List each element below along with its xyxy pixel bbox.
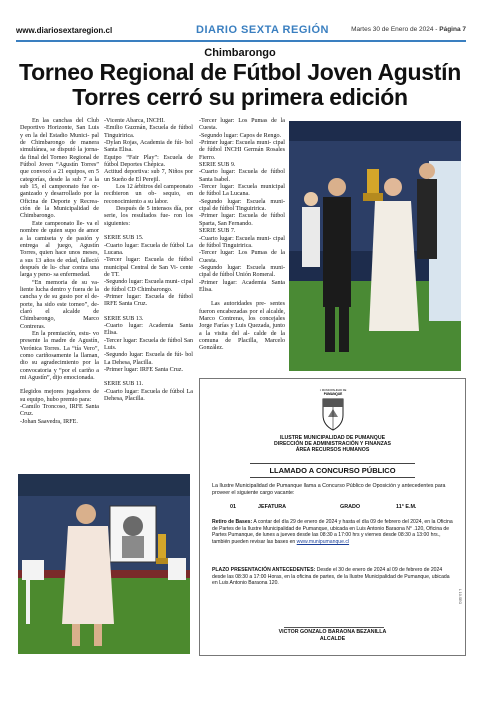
series-heading: SERIE SUB 11. bbox=[104, 381, 144, 388]
paragraph: “En memoria de su va- liente lucha dentro y fuera de la cancha y de su gusto por el de- porte, ha sido este torneo”, de- claró el alcalde de Chimbarongo, Marco Contreras. bbox=[20, 279, 99, 330]
article-kicker: Chimbarongo bbox=[204, 47, 276, 59]
list-item: -Segundo lugar: Escuela de fút- bol La Dehesa, Placilla. bbox=[104, 352, 193, 366]
paragraph-gap bbox=[104, 374, 193, 381]
paragraph: Las autoridades pre- sentes fueron encabezadas por el alcalde, Marco Contreras, los concejales Jorge Farías y Luis Quezada, junto a la visita del al- calde de la comuna de Placilla, Marcelo González. bbox=[199, 301, 285, 352]
list-item: -Tercer lugar: Escuela de fútbol San Luis. bbox=[104, 337, 193, 351]
issue-date: Martes 30 de Enero de 2024 bbox=[351, 26, 434, 33]
list-item: -Cuarto lugar: Escuela de fútbol Santa Isabel. bbox=[199, 169, 285, 183]
header-rule bbox=[16, 40, 466, 42]
list-item: -Tercer lugar: Escuela municipal de fútbol La Lucana. bbox=[199, 184, 285, 198]
article-column-3 bbox=[199, 118, 285, 353]
series-heading: SERIE SUB 7. bbox=[199, 228, 236, 235]
list-item: -Tercer lugar: Los Pumas de la Cuesta. bbox=[199, 250, 285, 264]
grade-value: 11° E.M. bbox=[396, 504, 417, 510]
bases-retrieval-label: Retiro de Bases: bbox=[212, 519, 253, 525]
signature-block bbox=[200, 629, 465, 642]
bases-retrieval-info bbox=[212, 519, 453, 545]
tribute-photo bbox=[18, 474, 190, 654]
signer-name: VICTOR GONZALO BARAONA BEZANILLA bbox=[278, 629, 387, 635]
dateline bbox=[351, 26, 466, 33]
notice-intro: La Ilustre Municipalidad de Pumanque llama a Concurso Público de Oposición y antecedentes para proveer el siguiente cargo vacante: bbox=[212, 483, 446, 496]
section-title: DIARIO SEXTA REGIÓN bbox=[196, 24, 329, 36]
paragraph: Los 12 árbitros del campeonato recibieron un ob- sequio, en reconocimiento a su labor. bbox=[104, 184, 193, 205]
list-item: -Cuarto lugar: Escuela muni- cipal de fútbol Tinguiririca. bbox=[199, 235, 285, 249]
vacancy-count: 01 bbox=[230, 504, 236, 510]
list-item: -Segundo lugar: Escuela muni- cipal de fútbol CD Chimbarongo. bbox=[104, 279, 194, 293]
grade-label: GRADO bbox=[340, 504, 361, 510]
paragraph: Actitud deportiva: sub 7, Niños por un Sueño de El Perejil. bbox=[104, 169, 193, 183]
paragraph: Este campeonato lle- va el nombre de quien supo de amor a la camiseta y de pasión y entrega al juego, Agustín Torres, quien hace unos meses, a sus 13 años de edad, falleció después de lu- char contra una larga y peno- sa enfermedad. bbox=[20, 220, 99, 279]
area-name: ÁREA RECURSOS HUMANOS bbox=[295, 447, 370, 453]
list-item: -Johan Saavedra, IRFE. bbox=[20, 418, 78, 425]
notice-code: L 10-SEG bbox=[458, 589, 462, 605]
list-item: -Cuarto lugar: Academia Santa Elisa. bbox=[104, 322, 193, 337]
tribute-illustration bbox=[18, 474, 190, 654]
list-item: -Emilio Guzmán, Escuela de fútbol Tinguiririca. bbox=[104, 125, 193, 139]
bases-retrieval-text: A contar del día 29 de enero de 2024 y hasta el día 09 de febrero del 2024, en la Oficina de Partes de la Ilustre Municipalidad de Pumanque, ubicada en Luis Antonio Baraona N° .120, Oficina de Partes Pumanque, de lunes a jueves desde las 08:30 a 17:00 hrs y viernes desde 08:30 a 13:00 hrs., también pueden revisar las bases en bbox=[212, 519, 453, 545]
submission-deadline-label: PLAZO PRESENTACIÓN ANTECEDENTES: bbox=[212, 567, 316, 573]
signer-role: ALCALDE bbox=[319, 635, 346, 642]
paragraph: En las canchas del Club Deportivo Horizonte, San Luis y en la del Estadio Munici- pal de Chimbarongo de manera simultánea, se disputó la jorna- da final del Torneo Regional de Fútbol Joven “Agustín Torres” que convocó a 21 equipos, en 5 categorías, desde la sub 7 a la sub 15, el campeonato fue or- ganizado y desarrollado por la Oficina de Deporte y Recrea- ción de la Municipalidad de Chimbarongo. bbox=[20, 118, 99, 220]
list-item: -Segundo lugar: Escuela muni- cipal de fútbol Unión Romeral. bbox=[199, 264, 285, 279]
paragraph: En la premiación, estu- vo presente la madre de Agustín, Verónica Torres. La “tía Vero”, como cariñosamente la llaman, dio su agradecimiento por la convocatoria y “por el cariño a mi Agustín”, dijo emocionada. bbox=[20, 330, 99, 382]
list-item: -Primer lugar: Academia Santa Elisa. bbox=[199, 279, 285, 293]
list-item: -Cuarto lugar: Escuela de fútbol La Lucana. bbox=[104, 242, 193, 256]
signature-line bbox=[284, 627, 384, 628]
list-item: -Primer lugar: Escuela muni- cipal de fútbol INCHI Germán Rosales Fierro. bbox=[199, 140, 285, 161]
crest-caption: PUMANQUE bbox=[323, 392, 343, 396]
article-headline: Torneo Regional de Fútbol Joven Agustín Torres cerró su primera edición bbox=[19, 59, 461, 110]
dateline-separator: - bbox=[433, 26, 440, 33]
series-heading: SERIE SUB 9. bbox=[199, 162, 236, 169]
submission-deadline-text: Desde el 30 de enero de 2024 al 09 de febrero de 2024 desde las 08:30 a 17:00 Horas, en la oficina de partes, de la Ilustre Municipalidad de Pumanque, ubicada en Luis Antonio Baraona 120. bbox=[212, 567, 450, 587]
issuing-office bbox=[200, 435, 465, 453]
list-item: -Tercer lugar: Escuela de fútbol municipal Central de San Vi- cente de TT. bbox=[104, 257, 193, 278]
crest-caption: I. MUNICIPALIDAD DE bbox=[319, 389, 347, 392]
list-item: -Tercer lugar: Los Pumas de la Cuesta. bbox=[199, 118, 285, 132]
municipal-crest-icon bbox=[318, 387, 348, 433]
paragraph: Después de 5 intensos día, por serie, los resultados fue- ron los siguientes: bbox=[104, 206, 193, 227]
list-item: -Primer lugar: IRFE Santa Cruz. bbox=[104, 367, 184, 373]
series-heading: SERIE SUB 13. bbox=[104, 315, 144, 322]
list-item: -Primer lugar: Escuela de fútbol Sparta, San Fernando. bbox=[199, 213, 285, 227]
paragraph-gap bbox=[104, 309, 193, 316]
article-column-2 bbox=[104, 118, 193, 403]
list-item: -Segundo lugar: Escuela muni- cipal de fútbol Tinguiririca. bbox=[199, 198, 285, 213]
notice-title: LLAMADO A CONCURSO PÚBLICO bbox=[250, 463, 415, 478]
list-item: -Camilo Troncoso, IRFE Santa Cruz. bbox=[20, 404, 99, 418]
list-item: -Vicente Abarca, INCHI. bbox=[104, 118, 165, 124]
paragraph: Elegidos mejores jugadores de su equipo, hubo premio para: bbox=[20, 389, 99, 403]
page-number: Página 7 bbox=[439, 26, 466, 33]
paragraph-gap bbox=[199, 294, 285, 301]
vacancy-position: JEFATURA bbox=[258, 504, 287, 510]
paragraph-gap bbox=[104, 228, 193, 235]
series-heading: SERIE SUB 15. bbox=[104, 235, 144, 242]
page-header bbox=[16, 26, 466, 38]
submission-deadline-info bbox=[212, 567, 453, 587]
department-name: DIRECCIÓN DE ADMINISTRACIÓN Y FINANZAS bbox=[274, 441, 391, 447]
article-column-1 bbox=[20, 118, 99, 426]
public-tender-notice bbox=[199, 378, 466, 656]
municipal-website-link[interactable]: www.munipumanque.cl bbox=[296, 538, 350, 545]
list-item: -Primer lugar: Escuela de fútbol IRFE Santa Cruz. bbox=[104, 293, 193, 308]
site-url[interactable]: www.diariosextaregion.cl bbox=[16, 26, 113, 35]
list-item: -Cuarto lugar: Escuela de fútbol La Dehesa, Placilla. bbox=[104, 388, 193, 403]
award-ceremony-photo bbox=[289, 121, 461, 371]
list-item: -Segundo lugar: Capos de Rengo. bbox=[199, 132, 282, 139]
paragraph-gap bbox=[20, 382, 99, 389]
list-item: -Dylan Rojas, Academia de fút- bol Santa Elisa. bbox=[104, 140, 193, 154]
municipality-name: ILUSTRE MUNICIPALIDAD DE PUMANQUE bbox=[279, 435, 386, 441]
paragraph: Equipo “Fair Play”: Escuela de fútbol Deportes Chépica. bbox=[104, 154, 193, 169]
award-ceremony-illustration bbox=[289, 121, 461, 371]
